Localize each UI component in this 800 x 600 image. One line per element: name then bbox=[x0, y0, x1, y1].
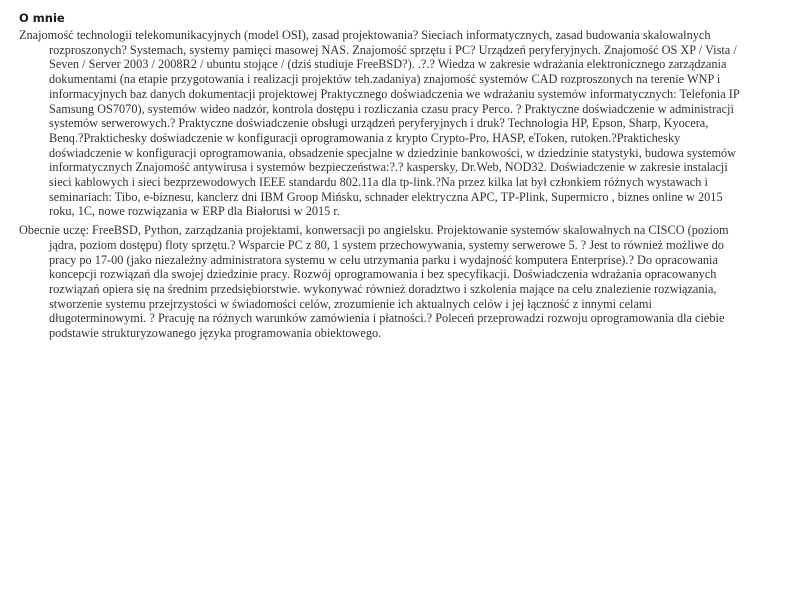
about-paragraph-experience: Znajomość technologii telekomunikacyjnych (model OSI), zasad projektowania? Sieciach informatycznych, zasad budowania skalowalnych rozproszonych? Systemach, systemy pamięci masowej NAS. Znajomość sprzętu i PC? Urządzeń peryferyjnych. Znajomość OS XP / Vista / Seven / Server 2003 / 2008R2 / ubuntu stojące / (dziś studiuje FreeBSD?). .?.? Wiedza w zakresie wdrażania elektronicznego zarządzania dokumentami (na etapie przygotowania i realizacji projektów teh.zadaniya) znajomość systemów CAD rozproszonych na terenie WNP i informacyjnych baz danych dokumentacji projektowej Praktycznego doświadczenia we wdrażaniu systemów informatycznych: Telefonia IP Samsung OS7070), systemów wideo nadzór, kontrola dostępu i rozliczania czasu pracy Perco. ? Praktyczne doświadczenie w administracji systemów serwerowych.? Praktyczne doświadczenie obsługi urządzeń peryferyjnych i druk? Technologia HP, Epson, Sharp, Kyocera, Benq.?Praktichesky doświadczenie w konfiguracji oprogramowania z krypto Crypto-Pro, HASP, eToken, rutoken.?Praktichesky doświadczenie w konfiguracji oprogramowania, obsadzenie specjalne w dziedzinie bankowości, w dziedzinie statystyki, budowa systemów informatycznych Znajomość antywirusa i systemów bezpieczeństwa:?.? kaspersky, Dr.Web, NOD32. Doświadczenie w zakresie instalacji sieci kablowych i sieci bezprzewodowych IEEE standardu 802.11a dla tp-link.?Na przez kilka lat był członkiem różnych wystawach i seminariach: Tibo, e-biznesu, kanclerz dni IBM Groop Mińsku, schnader elektryczna APC, TP-Plink, Supermicro , biznes online w 2015 roku, 1C, nowe rozwiązania w ERP dla Białorusi w 2015 r. bbox=[19, 28, 740, 219]
about-section bbox=[19, 10, 741, 345]
about-paragraph-current: Obecnie uczę: FreeBSD, Python, zarządzania projektami, konwersacji po angielsku. Projektowanie systemów skalowalnych na CISCO (poziom jądra, poziom dostępu) floty sprzętu.? Wsparcie PC z 80, 1 system przechowywania, systemy serwerowe 5. ? Jest to również możliwe do pracy po 17-00 (jako niezależny administratora systemu w celu utrzymania parku i wydajność komputera Enterprise).? Do opracowania koncepcji rozwiązań dla swojej dziedzinie pracy. Rozwój oprogramowania i bez specyfikacji. Doświadczenia wdrażania opracowanych rozwiązań opiera się na średnim przedsiębiorstwie. wykonywać również doradztwo i szkolenia mające na celu znalezienie rozwiązania, stworzenie systemu przejrzystości w świadomości celów, zrozumienie ich aktualnych celów i jej łączność z innymi celami długoterminowymi. ? Pracuję na różnych warunków zamówienia i płatności.? Poleceń przeprowadzi rozwoju oprogramowania dla ciebie podstawie strukturyzowanego języka programowania obiektowego. bbox=[19, 223, 729, 341]
section-heading: O mnie bbox=[19, 11, 65, 25]
